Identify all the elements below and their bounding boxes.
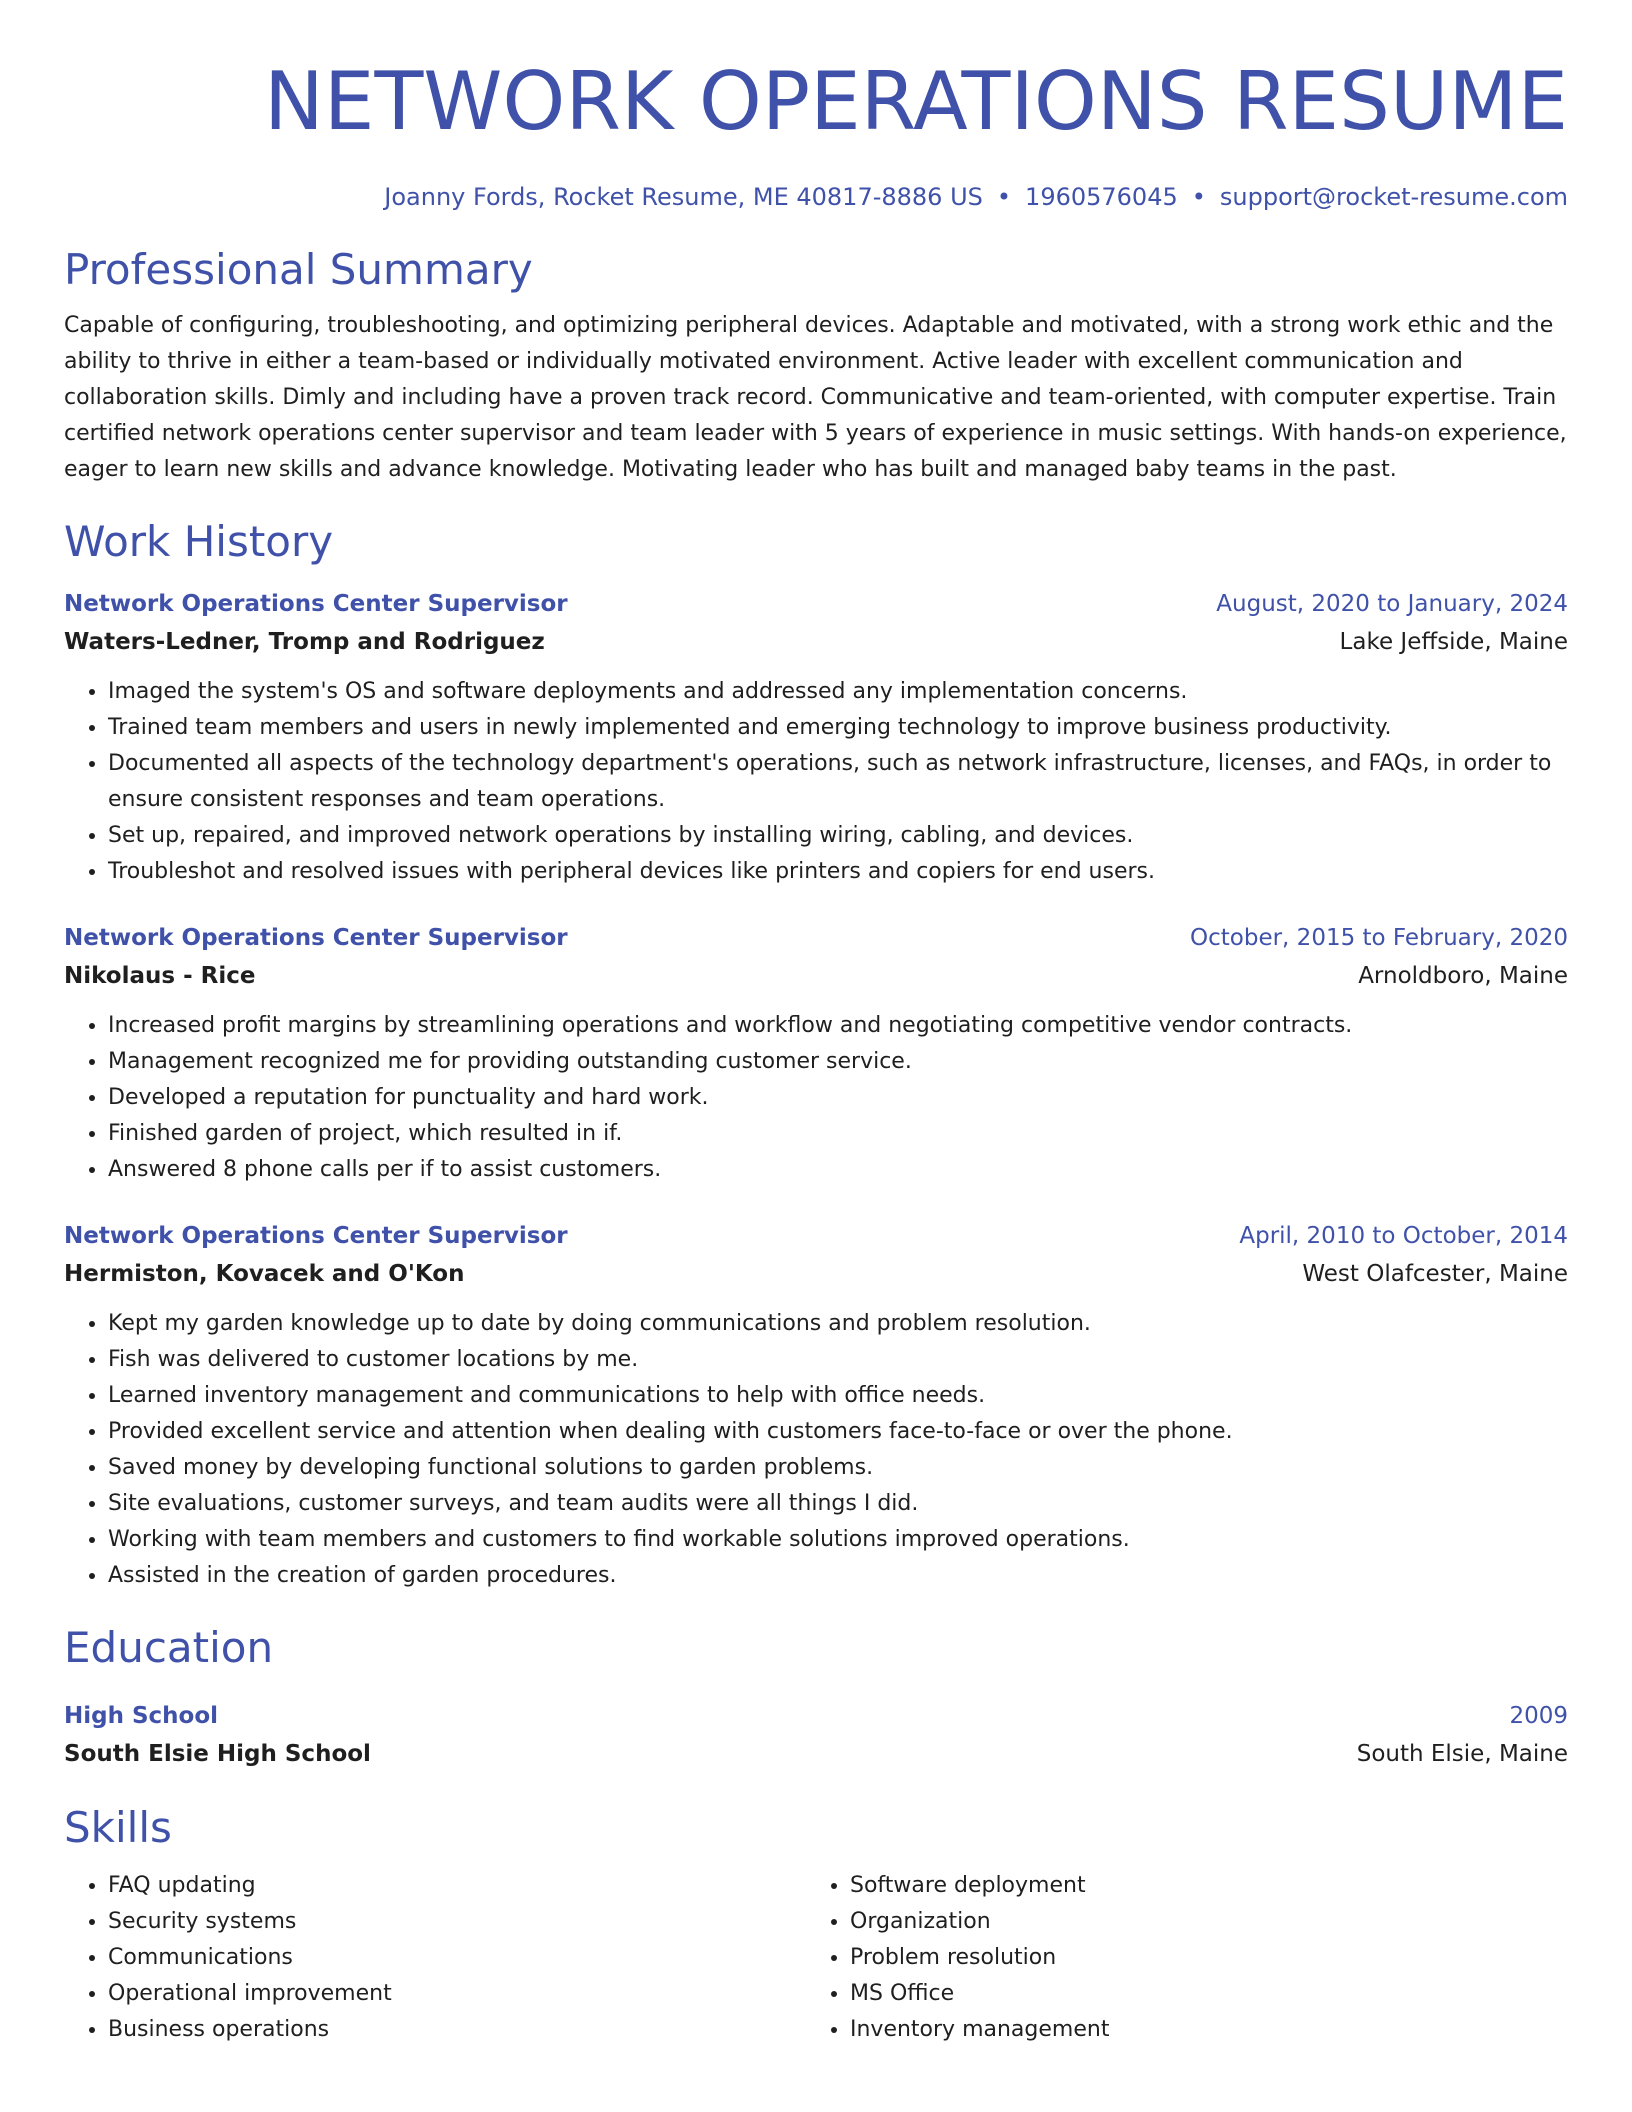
skills-heading: Skills bbox=[64, 1803, 172, 1852]
job-bullet: • Saved money by developing functional solutions to garden problems. bbox=[108, 1450, 1568, 1486]
job-bullet: • Developed a reputation for punctuality and hard work. bbox=[108, 1080, 1568, 1116]
job-bullet: • Answered 8 phone calls per if to assist customers. bbox=[108, 1152, 1568, 1188]
skills-list bbox=[64, 1868, 1568, 2048]
job-bullet: • Troubleshot and resolved issues with peripheral devices like printers and copiers for end users. bbox=[108, 854, 1568, 890]
job-bullet: • Set up, repaired, and improved network operations by installing wiring, cabling, and devices. bbox=[108, 818, 1568, 854]
job-bullet: • Increased profit margins by streamlining operations and workflow and negotiating competitive vendor contracts. bbox=[108, 1008, 1568, 1044]
job-bullet: • Fish was delivered to customer locations by me. bbox=[108, 1342, 1568, 1378]
skill-item: • MS Office bbox=[850, 1976, 1548, 2012]
job-bullet: • Assisted in the creation of garden procedures. bbox=[108, 1558, 1568, 1594]
job-bullets bbox=[64, 674, 1568, 890]
skill-item: • Communications bbox=[108, 1940, 806, 1976]
job-bullet: • Kept my garden knowledge up to date by doing communications and problem resolution. bbox=[108, 1306, 1568, 1342]
job-dates: April, 2010 to October, 2014 bbox=[1239, 1223, 1568, 1249]
job-location: West Olafcester, Maine bbox=[1302, 1261, 1568, 1287]
job-dates: August, 2020 to January, 2024 bbox=[1216, 591, 1568, 617]
job-title: Network Operations Center Supervisor bbox=[64, 1223, 568, 1249]
job-title: Network Operations Center Supervisor bbox=[64, 591, 568, 617]
job-employer: Waters-Ledner, Tromp and Rodriguez bbox=[64, 629, 545, 655]
job-bullet: • Provided excellent service and attention when dealing with customers face-to-face or over the phone. bbox=[108, 1414, 1568, 1450]
job-entry bbox=[64, 920, 1568, 1188]
education-year: 2009 bbox=[1509, 1703, 1568, 1729]
summary-heading: Professional Summary bbox=[64, 245, 533, 294]
skill-item: • Business operations bbox=[108, 2012, 806, 2048]
job-employer: Hermiston, Kovacek and O'Kon bbox=[64, 1261, 465, 1287]
job-dates: October, 2015 to February, 2020 bbox=[1190, 925, 1568, 951]
skill-item: • Inventory management bbox=[850, 2012, 1548, 2048]
resume-page bbox=[64, 0, 1568, 2048]
job-bullet: • Site evaluations, customer surveys, and team audits were all things I did. bbox=[108, 1486, 1568, 1522]
resume-header bbox=[64, 0, 1568, 214]
job-bullets bbox=[64, 1008, 1568, 1188]
contact-email[interactable]: support@rocket-resume.com bbox=[1219, 183, 1568, 211]
job-entry bbox=[64, 1218, 1568, 1594]
contact-separator: • bbox=[1191, 183, 1206, 211]
contact-line bbox=[64, 180, 1568, 214]
summary-text: Capable of configuring, troubleshooting, and optimizing peripheral devices. Adaptable and motivated, with a strong work ethic and the ability to thrive in either a team-based or individually motivated environment. Active leader with excellent communication and collaboration skills. Dimly and including have a proven track record. Communicative and team-oriented, with computer expertise. Train certified network operations center supervisor and team leader with 5 years of experience in music settings. With hands-on experience, eager to learn new skills and advance knowledge. Motivating leader who has built and managed baby teams in the past. bbox=[64, 313, 1567, 482]
job-bullet: • Documented all aspects of the technology department's operations, such as network infrastructure, licenses, and FAQs, in order to ensure consistent responses and team operations. bbox=[108, 746, 1568, 818]
job-bullet: • Learned inventory management and communications to help with office needs. bbox=[108, 1378, 1568, 1414]
skill-item: • FAQ updating bbox=[108, 1868, 806, 1904]
education-location: South Elsie, Maine bbox=[1356, 1741, 1568, 1767]
skills-column-left bbox=[64, 1868, 806, 2048]
skill-item: • Software deployment bbox=[850, 1868, 1548, 1904]
skills-column-right bbox=[806, 1868, 1548, 2048]
skill-item: • Problem resolution bbox=[850, 1940, 1548, 1976]
skill-item: • Security systems bbox=[108, 1904, 806, 1940]
job-title: Network Operations Center Supervisor bbox=[64, 925, 568, 951]
education-entry bbox=[64, 1698, 1568, 1774]
job-bullet: • Trained team members and users in newly implemented and emerging technology to improve business productivity. bbox=[108, 710, 1568, 746]
skill-item: • Organization bbox=[850, 1904, 1548, 1940]
resume-title: NETWORK OPERATIONS RESUME bbox=[264, 55, 1568, 148]
education-degree: High School bbox=[64, 1703, 219, 1729]
job-bullet: • Working with team members and customers to find workable solutions improved operations. bbox=[108, 1522, 1568, 1558]
contact-phone: 1960576045 bbox=[1025, 183, 1178, 211]
contact-address: Joanny Fords, Rocket Resume, ME 40817-8886 US bbox=[384, 183, 983, 211]
job-employer: Nikolaus - Rice bbox=[64, 963, 256, 989]
job-location: Arnoldboro, Maine bbox=[1358, 963, 1568, 989]
contact-separator: • bbox=[996, 183, 1012, 211]
job-bullet: • Finished garden of project, which resulted in if. bbox=[108, 1116, 1568, 1152]
work-history-heading: Work History bbox=[64, 517, 334, 566]
job-bullet: • Management recognized me for providing outstanding customer service. bbox=[108, 1044, 1568, 1080]
education-heading: Education bbox=[64, 1623, 274, 1672]
job-bullet: • Imaged the system's OS and software deployments and addressed any implementation concerns. bbox=[108, 674, 1568, 710]
job-entry bbox=[64, 586, 1568, 890]
job-location: Lake Jeffside, Maine bbox=[1339, 629, 1568, 655]
education-school: South Elsie High School bbox=[64, 1741, 371, 1767]
job-bullets bbox=[64, 1306, 1568, 1594]
skill-item: • Operational improvement bbox=[108, 1976, 806, 2012]
